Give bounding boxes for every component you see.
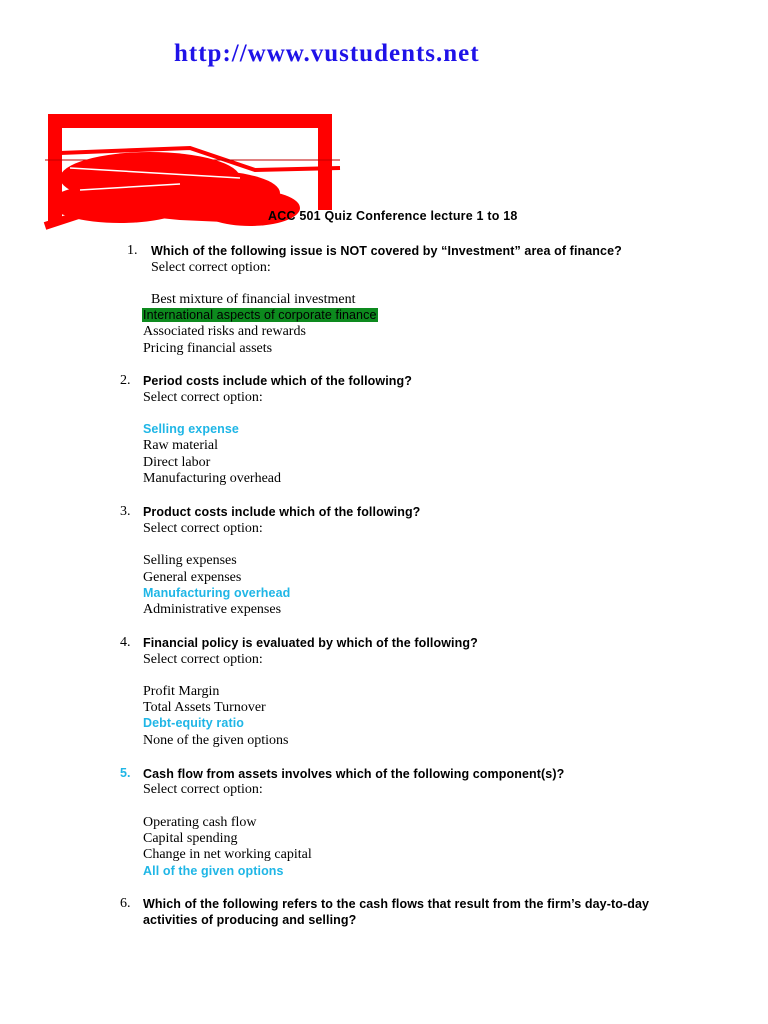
- option[interactable]: Profit Margin: [143, 684, 220, 699]
- option[interactable]: Administrative expenses: [143, 602, 282, 617]
- question-number: 1.: [127, 243, 138, 258]
- select-label: Select correct option:: [151, 260, 271, 275]
- select-label: Select correct option:: [143, 390, 263, 405]
- question-text: Which of the following refers to the cash flows that result from the firm’s day-to-day: [143, 897, 650, 911]
- question-number: 5.: [120, 766, 131, 780]
- quiz-title: ACC 501 Quiz Conference lecture 1 to 18: [268, 209, 518, 223]
- option[interactable]: None of the given options: [143, 733, 289, 748]
- question-text: Which of the following issue is NOT covered by “Investment” area of finance?: [151, 244, 622, 258]
- select-label: Select correct option:: [143, 521, 263, 536]
- option[interactable]: Total Assets Turnover: [143, 700, 266, 715]
- option-correct[interactable]: International aspects of corporate finance: [143, 308, 377, 322]
- option-correct[interactable]: Manufacturing overhead: [143, 586, 291, 600]
- option-correct[interactable]: Debt-equity ratio: [143, 716, 245, 730]
- question-number: 3.: [120, 504, 131, 519]
- option[interactable]: Selling expenses: [143, 553, 237, 568]
- question-text: activities of producing and selling?: [143, 913, 357, 927]
- question-number: 4.: [120, 635, 131, 650]
- option[interactable]: Best mixture of financial investment: [151, 292, 356, 307]
- option-correct[interactable]: Selling expense: [143, 422, 239, 436]
- option[interactable]: Raw material: [143, 438, 219, 453]
- option[interactable]: Operating cash flow: [143, 815, 257, 830]
- site-url[interactable]: http://www.vustudents.net: [174, 40, 480, 67]
- question-text: Financial policy is evaluated by which of the following?: [143, 636, 478, 650]
- select-label: Select correct option:: [143, 652, 263, 667]
- option-correct[interactable]: All of the given options: [143, 864, 284, 878]
- option[interactable]: Capital spending: [143, 831, 238, 846]
- option[interactable]: Direct labor: [143, 455, 211, 470]
- option[interactable]: Change in net working capital: [143, 847, 312, 862]
- option[interactable]: Pricing financial assets: [143, 341, 273, 356]
- question-text: Product costs include which of the following?: [143, 505, 421, 519]
- option[interactable]: Manufacturing overhead: [143, 471, 281, 486]
- question-text: Cash flow from assets involves which of the following component(s)?: [143, 767, 565, 781]
- option[interactable]: General expenses: [143, 570, 242, 585]
- question-number: 2.: [120, 373, 131, 388]
- question-text: Period costs include which of the following?: [143, 374, 412, 388]
- option[interactable]: Associated risks and rewards: [143, 324, 306, 339]
- select-label: Select correct option:: [143, 782, 263, 797]
- question-number: 6.: [120, 896, 131, 911]
